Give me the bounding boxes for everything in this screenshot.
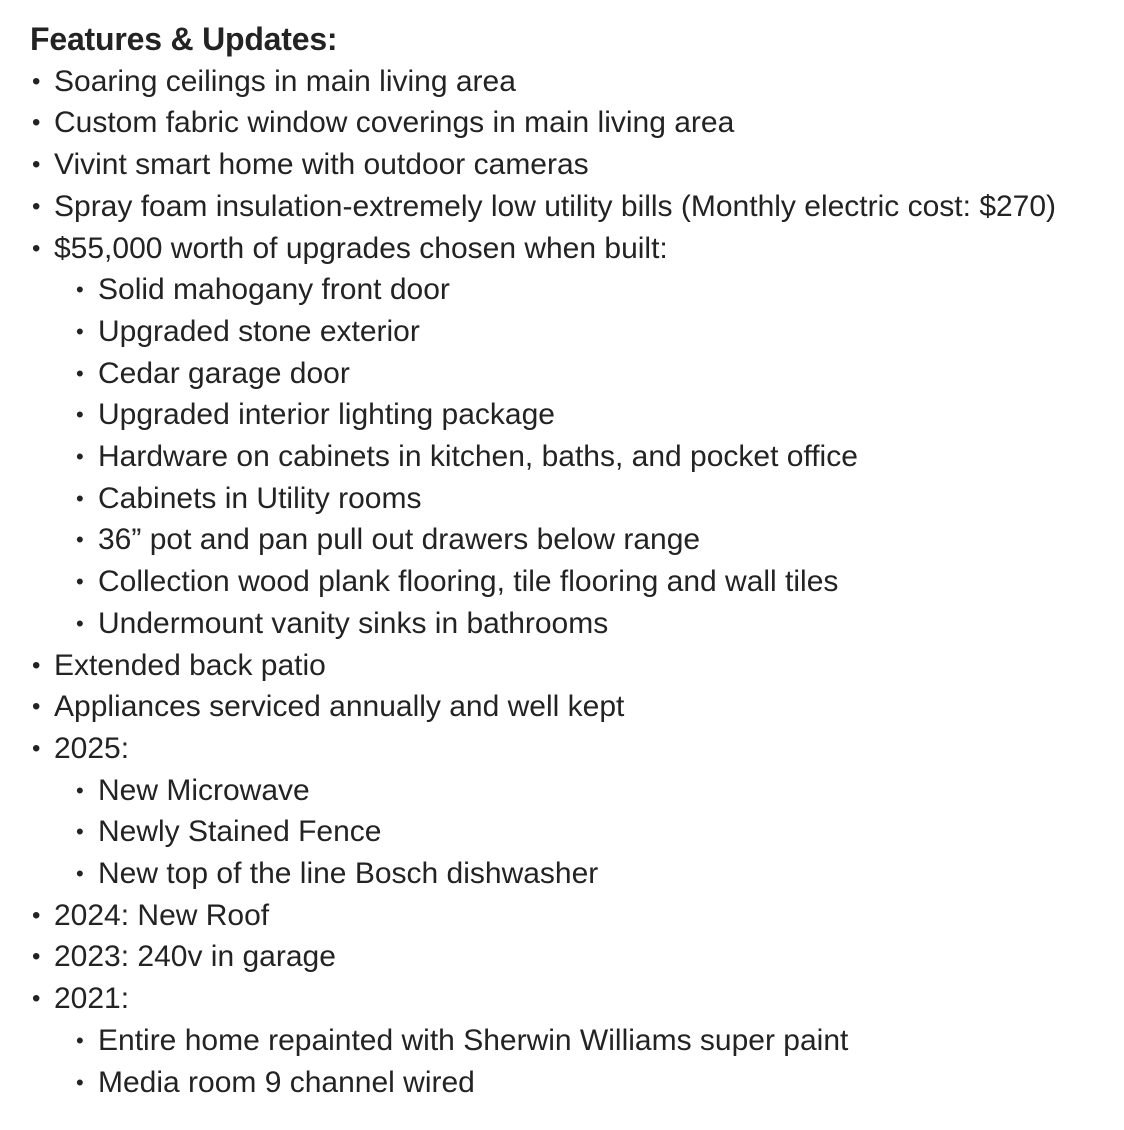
list-item-row: [74, 561, 1104, 603]
list-item-text: Newly Stained Fence: [98, 815, 382, 849]
list-item: [30, 61, 1104, 103]
list-item: [74, 436, 1104, 478]
list-item-text: Extended back patio: [54, 648, 326, 682]
list-item-text: Vivint smart home with outdoor cameras: [54, 148, 589, 182]
list-item-row: [30, 895, 1104, 937]
bullet-icon: •: [32, 734, 41, 762]
list-item: [30, 102, 1104, 144]
list-item: [30, 895, 1104, 937]
bullet-icon: •: [76, 610, 84, 636]
list-item-row: [74, 1062, 1104, 1104]
list-item-text: Media room 9 channel wired: [98, 1065, 475, 1099]
list-item-row: [74, 853, 1104, 895]
list-item-row: [30, 728, 1104, 770]
list-item-row: [74, 478, 1104, 520]
list-item: [30, 936, 1104, 978]
list-item-text: New top of the line Bosch dishwasher: [98, 857, 599, 891]
list-item-row: [30, 936, 1104, 978]
list-item-text: Cabinets in Utility rooms: [98, 481, 422, 515]
list-item: [74, 770, 1104, 812]
list-item: [74, 478, 1104, 520]
list-item-text: 36” pot and pan pull out drawers below range: [98, 523, 701, 557]
list-item: [74, 811, 1104, 853]
sub-list: [74, 770, 1104, 895]
list-item: [74, 311, 1104, 353]
list-item: [30, 728, 1104, 895]
bullet-icon: •: [32, 109, 41, 137]
bullet-icon: •: [76, 1069, 84, 1095]
list-item-row: [30, 102, 1104, 144]
list-item-text: Collection wood plank flooring, tile flooring and wall tiles: [98, 565, 839, 599]
list-item-row: [74, 811, 1104, 853]
list-item: [30, 144, 1104, 186]
list-item-text: Entire home repainted with Sherwin Williams super paint: [98, 1023, 849, 1057]
bullet-icon: •: [32, 192, 41, 220]
list-item-text: New Microwave: [98, 773, 310, 807]
features-list: [30, 61, 1104, 1104]
list-item: [74, 853, 1104, 895]
list-item-row: [74, 353, 1104, 395]
list-item-row: [74, 1020, 1104, 1062]
list-item-text: 2023: 240v in garage: [54, 940, 336, 974]
list-item-row: [30, 686, 1104, 728]
list-item-row: [30, 978, 1104, 1020]
list-item-row: [30, 61, 1104, 103]
bullet-icon: •: [76, 360, 84, 386]
bullet-icon: •: [32, 234, 41, 262]
list-item-text: Solid mahogany front door: [98, 273, 450, 307]
list-item-text: Undermount vanity sinks in bathrooms: [98, 606, 609, 640]
bullet-icon: •: [32, 651, 41, 679]
list-item-text: Hardware on cabinets in kitchen, baths, and pocket office: [98, 440, 858, 474]
bullet-icon: •: [76, 527, 84, 553]
bullet-icon: •: [32, 67, 41, 95]
list-item-text: Upgraded stone exterior: [98, 314, 420, 348]
list-item-row: [74, 394, 1104, 436]
list-item-text: $55,000 worth of upgrades chosen when built:: [54, 231, 668, 265]
list-item: [30, 686, 1104, 728]
list-item: [74, 394, 1104, 436]
list-item: [30, 228, 1104, 645]
bullet-icon: •: [76, 819, 84, 845]
list-item: [74, 561, 1104, 603]
bullet-icon: •: [76, 569, 84, 595]
list-item-text: 2021:: [54, 982, 130, 1016]
list-item-text: Appliances serviced annually and well kept: [54, 690, 625, 724]
list-item-row: [74, 269, 1104, 311]
list-item-row: [74, 770, 1104, 812]
list-item: [74, 269, 1104, 311]
bullet-icon: •: [76, 1027, 84, 1053]
bullet-icon: •: [76, 777, 84, 803]
bullet-icon: •: [32, 943, 41, 971]
bullet-icon: •: [32, 901, 41, 929]
bullet-icon: •: [32, 693, 41, 721]
list-item-row: [74, 436, 1104, 478]
list-item: [30, 645, 1104, 687]
sub-list: [74, 1020, 1104, 1103]
list-item-row: [30, 186, 1104, 228]
list-item-row: [74, 519, 1104, 561]
list-item-row: [74, 603, 1104, 645]
list-item: [30, 186, 1104, 228]
list-item-row: [30, 228, 1104, 270]
list-item-text: Upgraded interior lighting package: [98, 398, 555, 432]
bullet-icon: •: [32, 985, 41, 1013]
list-item-text: 2025:: [54, 731, 130, 765]
list-item-row: [30, 645, 1104, 687]
bullet-icon: •: [76, 402, 84, 428]
list-item: [74, 519, 1104, 561]
sub-list: [74, 269, 1104, 644]
bullet-icon: •: [76, 485, 84, 511]
list-item-text: Cedar garage door: [98, 356, 350, 390]
bullet-icon: •: [76, 861, 84, 887]
list-item-text: Spray foam insulation-extremely low utility bills (Monthly electric cost: $270): [54, 189, 1057, 223]
bullet-icon: •: [76, 277, 84, 303]
list-item: [74, 353, 1104, 395]
list-item: [74, 603, 1104, 645]
section-heading: Features & Updates:: [30, 21, 338, 57]
list-item-text: Custom fabric window coverings in main living area: [54, 106, 735, 140]
list-item: [30, 978, 1104, 1103]
list-item: [74, 1020, 1104, 1062]
list-item-row: [74, 311, 1104, 353]
list-item-text: 2024: New Roof: [54, 898, 270, 932]
bullet-icon: •: [76, 444, 84, 470]
list-item-text: Soaring ceilings in main living area: [54, 64, 516, 98]
bullet-icon: •: [32, 151, 41, 179]
bullet-icon: •: [76, 318, 84, 344]
list-item-row: [30, 144, 1104, 186]
list-item: [74, 1062, 1104, 1104]
